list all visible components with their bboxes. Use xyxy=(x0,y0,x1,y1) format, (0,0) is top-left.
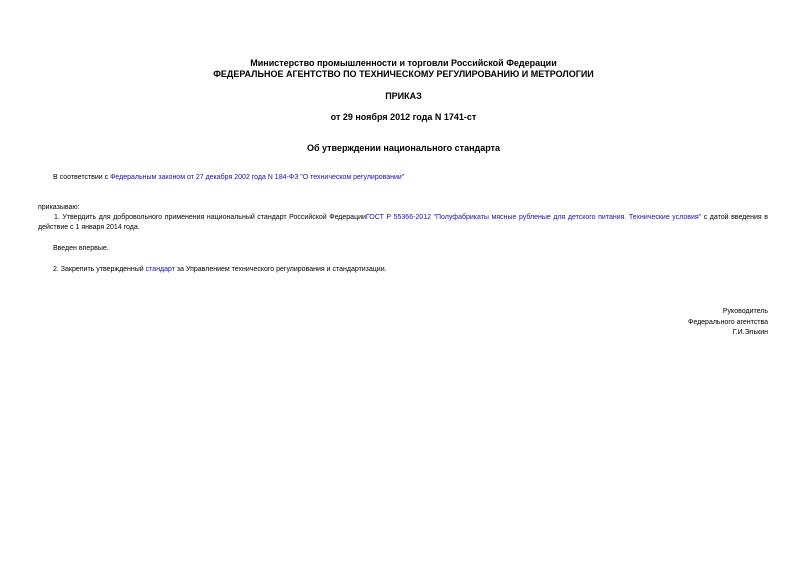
item-2-paragraph xyxy=(53,265,387,275)
item-1-paragraph xyxy=(38,213,768,233)
signature-organization: Федерального агентства xyxy=(688,319,768,326)
gost-standard-link[interactable]: ГОСТ Р 55366-2012 "Полуфабрикаты мясные рубленые для детского питания. Технические условия" xyxy=(365,214,702,221)
ordering-text: приказываю: xyxy=(38,204,80,211)
document-type-heading: ПРИКАЗ xyxy=(385,91,422,101)
agency-heading: ФЕДЕРАЛЬНОЕ АГЕНТСТВО ПО ТЕХНИЧЕСКОМУ РЕГУЛИРОВАНИЮ И МЕТРОЛОГИИ xyxy=(213,69,594,79)
subject-heading: Об утверждении национального стандарта xyxy=(306,143,501,153)
introduced-note: Введен впервые. xyxy=(53,245,109,252)
federal-law-link[interactable]: Федеральным законом от 27 декабря 2002 года N 184-ФЗ "О техническом регулировании" xyxy=(110,174,405,181)
signature-name: Г.И.Элькин xyxy=(732,329,768,336)
preamble-paragraph xyxy=(53,173,404,183)
signature-position: Руководитель xyxy=(722,308,768,315)
item-1-suffix: с датой введения в действие с 1 января 2014 года. xyxy=(38,214,768,231)
item-2-suffix: за Управлением технического регулирования и стандартизации. xyxy=(174,266,387,273)
ministry-heading: Министерство промышленности и торговли Российской Федерации xyxy=(250,58,557,68)
preamble-text: В соответствии с xyxy=(53,174,111,181)
item-2-text: 2. Закрепить утвержденный xyxy=(53,266,146,273)
item-1-text: 1. Утвердить для добровольного применения национальный стандарт Российской Федерации xyxy=(54,214,366,221)
standard-link[interactable]: стандарт xyxy=(145,266,175,273)
date-number-heading: от 29 ноября 2012 года N 1741-ст xyxy=(330,112,477,122)
